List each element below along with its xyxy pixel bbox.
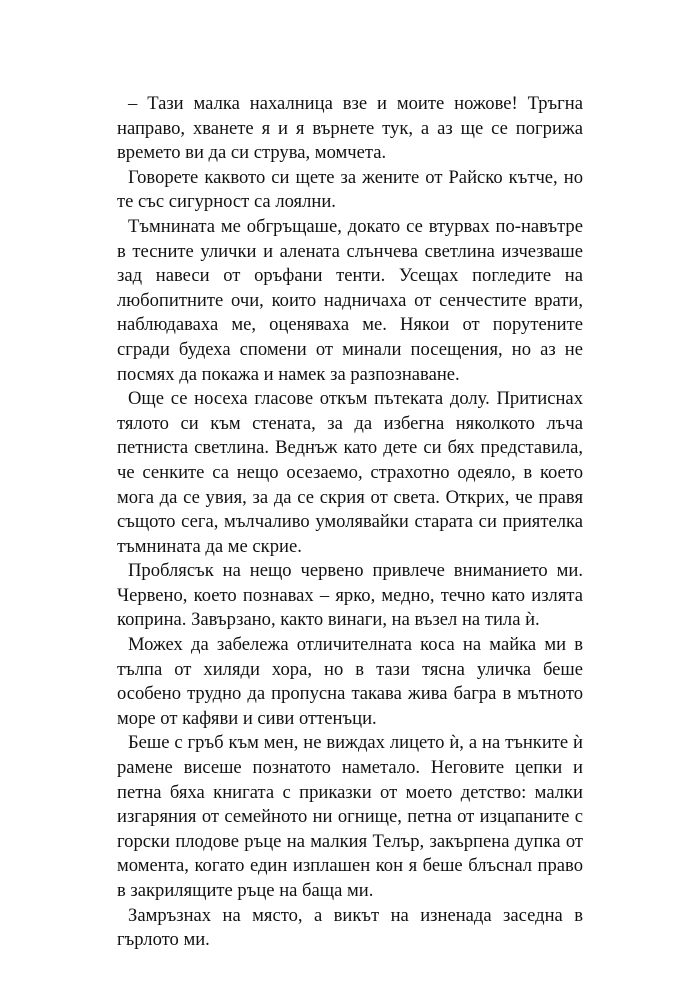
paragraph: Беше с гръб към мен, не виждах лицето ѝ, а на тънките ѝ рамене висеше познатото наметало. Неговите цепки и петна бяха книгата с приказки от моето детство: малки изгаряния от семейното ни огнище, петна от изцапаните с горски плодове ръце на малкия Телър, закърпена дупка от момента, когато един изплашен кон я беше блъснал право в закрилящите ръце на баща ми. [117,732,583,901]
paragraph: Проблясък на нещо червено привлече вниманието ми. Червено, което познавах – ярко, медно, течно като излята коприна. Завързано, както винаги, на възел на тила ѝ. [117,560,583,631]
paragraph: Още се носеха гласове откъм пътеката долу. Притиснах тялото си към стената, за да избегна няколкото лъча петниста светлина. Веднъж като дете си бях представила, че сенките са нещо осезаемо, страхотно одеяло, в което мога да се увия, за да се скрия от света. Открих, че правя същото сега, мълчаливо умолявайки старата си приятелка тъмнината да ме скрие. [117,388,583,557]
paragraph: Тъмнината ме обгръщаше, докато се втурвах по-навътре в тесните улички и алената слънчева светлина изчезваше зад навеси от оръфани тенти. Усещах погледите на любопитните очи, които надничаха от сенчестите врати, наблюдаваха ме, оценяваха ме. Някои от порутените сгради будеха спомени от минали посещения, но аз не посмях да покажа и намек за разпознаване. [117,215,583,385]
paragraph: Говорете каквото си щете за жените от Райско кътче, но те със сигурност са лоялни. [117,166,583,213]
paragraph: Можех да забележа отличителната коса на майка ми в тълпа от хиляди хора, но в тази тясна уличка беше особено трудно да пропусна такава жива багра в мътното море от кафяви и сиви оттенъци. [117,634,583,729]
paragraph: – Тази малка нахалница взе и моите ножове! Тръгна направо, хванете я и я върнете тук, а аз ще се погрижа времето ви да си струва, момчета. [117,93,583,164]
book-page-body [117,92,583,953]
paragraph: Замръзнах на място, а викът на изненада заседна в гърлото ми. [117,904,583,951]
